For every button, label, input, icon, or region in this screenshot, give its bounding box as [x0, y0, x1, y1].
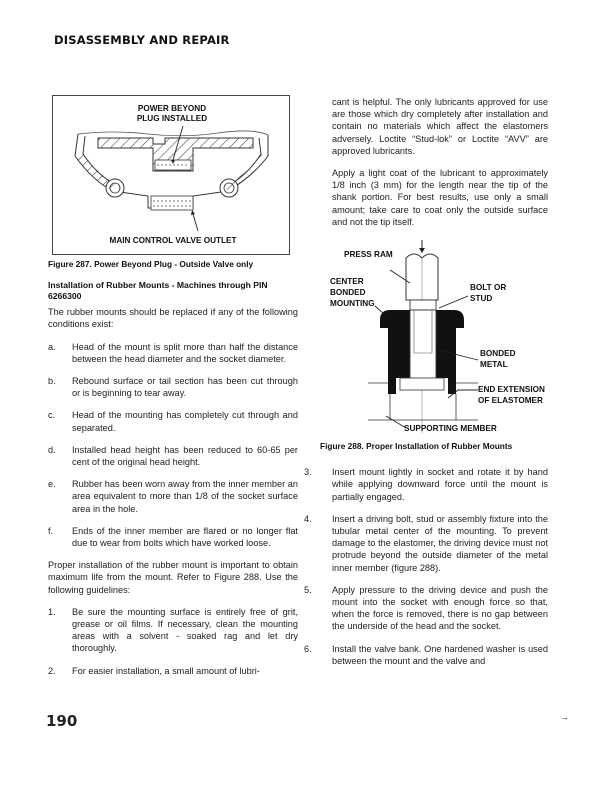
step-item: 4. Insert a driving bolt, stud or assembly fixture into the tubular metal center of the mounting. To prevent damage to the elastomer, the driving device must not protrude beyond the outside diameter of the metal inner member (figure 288). [304, 513, 548, 573]
condition-item: a. Head of the mount is split more than half the distance between the head diameter and the socket diameter. [48, 341, 298, 364]
figure-287-caption: Figure 287. Power Beyond Plug - Outside Valve only [48, 259, 254, 269]
condition-item: e. Rubber has been worn away from the inner member an area equivalent to more than 1/8 of the socket surface area in the hole. [48, 479, 298, 514]
guideline-intro-paragraph: Proper installation of the rubber mount is important to obtain maximum life from the mount. Refer to Figure 288. Use the following guidelines: [48, 560, 298, 595]
figure-287 [52, 95, 290, 255]
apply-coat-paragraph: Apply a light coat of the lubricant to approximately 1/8 inch (3 mm) for the length near the tip of the shank portion. For best results, use only a small amount; take care to coat only the outside surface and not the tip itself. [332, 168, 548, 227]
figure-287-label-bottom: MAIN CONTROL VALVE OUTLET [109, 236, 237, 245]
step-item: 6. Install the valve bank. One hardened washer is used between the mount and the valve and [304, 643, 548, 666]
label-bolt-or-stud: BOLT OR STUD [470, 283, 507, 304]
condition-item: f. Ends of the inner member are flared or no longer flat due to wear from bolts which have worked loose. [48, 525, 298, 549]
condition-item: d. Installed head height has been reduced to 60-65 per cent of the original head height. [48, 444, 298, 468]
label-supporting-member: SUPPORTING MEMBER [404, 424, 497, 434]
step-item: 1. Be sure the mounting surface is entirely free of grit, grease or oil films. If necessary, clean the mounting areas with a solvent - soaked rag and let dry thoroughly. [48, 606, 298, 654]
valve-cross-section-drawing [53, 96, 289, 254]
page-number: 190 [46, 712, 78, 730]
label-bonded-metal: BONDED METAL [480, 349, 516, 370]
condition-item: b. Rebound surface or tail section has been cut through or is beginning to tear away. [48, 376, 298, 399]
figure-288-caption: Figure 288. Proper Installation of Rubber Mounts [320, 441, 513, 452]
step-item: 5. Apply pressure to the driving device and push the mount into the socket with enough force so that, when the force is removed, there is no gap between the underside of the head and the socket. [304, 584, 548, 632]
section-heading: Installation of Rubber Mounts - Machines through PIN 6266300 [48, 280, 268, 302]
right-column [304, 96, 548, 677]
page-header: DISASSEMBLY AND REPAIR [54, 33, 230, 47]
rubber-mount-installation-drawing [318, 238, 548, 438]
label-press-ram: PRESS RAM [344, 250, 393, 260]
lubricant-paragraph: cant is helpful. The only lubricants approved for use are those which dry completely after installation and contain no materials which affect the elastomers adversely. Loctite “Stud-lok” or Loctite “AVV” are approved lubricants. [332, 97, 548, 156]
step-item: 3. Insert mount lightly in socket and rotate it by hand while applying downward force until the mount is partially engaged. [304, 467, 548, 502]
figure-287-label-top: POWER BEYOND PLUG INSTALLED [136, 104, 208, 123]
left-column [48, 95, 298, 687]
step-item: 2. For easier installation, a small amount of lubri- [48, 665, 260, 676]
continuation-arrow-icon: → [560, 712, 569, 722]
intro-paragraph: The rubber mounts should be replaced if any of the following conditions exist: [48, 307, 298, 330]
label-center-bonded-mounting: CENTER BONDED MOUNTING [330, 277, 375, 309]
label-end-extension: END EXTENSION OF ELASTOMER [478, 385, 545, 406]
figure-288 [332, 238, 562, 438]
condition-item: c. Head of the mounting has completely cut through and separated. [48, 410, 298, 433]
